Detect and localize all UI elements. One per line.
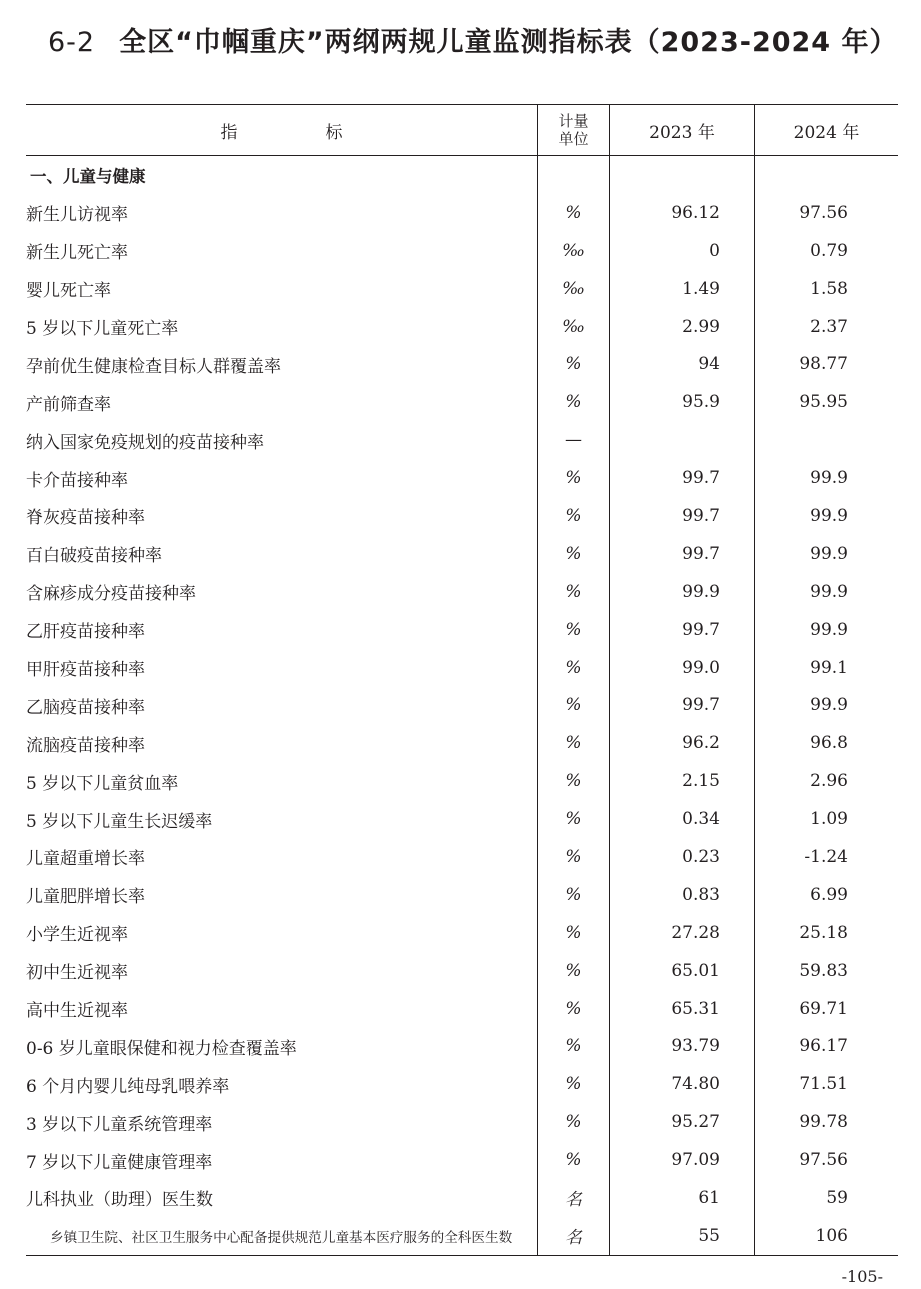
value-2024-text: 96.17 (799, 1036, 848, 1057)
table-row (26, 952, 898, 990)
value-2023-text: 97.09 (671, 1150, 720, 1171)
value-2024-text: 99.9 (810, 619, 848, 640)
header-unit (538, 105, 610, 156)
value-2023-text: 99.0 (682, 657, 720, 678)
value-2023 (610, 421, 755, 459)
value-2024-text: 96.8 (810, 733, 848, 754)
indicator-label: 7 岁以下儿童健康管理率 (26, 1152, 213, 1173)
value-2024 (755, 459, 899, 497)
value-2024 (755, 800, 899, 838)
value-2023-text: 0.83 (682, 884, 720, 905)
indicator-label: 儿童肥胖增长率 (26, 887, 145, 908)
value-2023-text: 99.7 (682, 505, 720, 526)
table-row (26, 876, 898, 914)
value-2023-text: 99.7 (682, 695, 720, 716)
value-2024 (755, 194, 899, 232)
table-row (26, 194, 898, 232)
value-2023-text: 99.7 (682, 468, 720, 489)
value-2024 (755, 1179, 899, 1217)
unit-cell: % (538, 611, 610, 649)
table-row (26, 345, 898, 383)
header-unit-line2: 单位 (558, 130, 589, 148)
value-2024 (755, 345, 899, 383)
table-row (26, 649, 898, 687)
value-2024-text: 99.9 (810, 468, 848, 489)
value-2024 (755, 497, 899, 535)
value-2024-text: 99.9 (810, 505, 848, 526)
value-2024-text: 59.83 (799, 960, 848, 981)
unit-cell: ‰ (538, 270, 610, 308)
value-2023-text: 99.9 (682, 581, 720, 602)
value-2023-text: 27.28 (671, 922, 720, 943)
value-2024-text: 95.95 (799, 392, 848, 413)
value-2023 (610, 1065, 755, 1103)
value-2024-text: 99.9 (810, 581, 848, 602)
unit-cell: ‰ (538, 232, 610, 270)
unit-cell: % (538, 1141, 610, 1179)
unit-cell: % (538, 952, 610, 990)
table-row (26, 1141, 898, 1179)
value-2023 (610, 990, 755, 1028)
value-2023-text: 95.27 (671, 1112, 720, 1133)
value-2023-text: 96.12 (671, 202, 720, 223)
table-row (26, 686, 898, 724)
header-2023: 2023 年 (610, 105, 755, 156)
section-title: 一、儿童与健康 (30, 166, 146, 186)
table-row (26, 232, 898, 270)
value-2023-text: 2.15 (682, 771, 720, 792)
value-2024-text: 2.96 (810, 771, 848, 792)
value-2024 (755, 308, 899, 346)
table-row (26, 497, 898, 535)
value-2024-text: 99.9 (810, 695, 848, 716)
value-2024 (755, 914, 899, 952)
indicator-label: 脊灰疫苗接种率 (26, 508, 145, 529)
value-2023-text: 1.49 (682, 278, 720, 299)
value-2024 (755, 1103, 899, 1141)
value-2024 (755, 762, 899, 800)
value-2024-text: 97.56 (799, 202, 848, 223)
value-2024 (755, 1217, 899, 1255)
table-row (26, 762, 898, 800)
indicator-label: 孕前优生健康检查目标人群覆盖率 (26, 356, 281, 377)
value-2023-text: 65.01 (671, 960, 720, 981)
value-2023 (610, 497, 755, 535)
indicator-label: 流脑疫苗接种率 (26, 735, 145, 756)
table-title: 全区“巾帼重庆”两纲两规儿童监测指标表（2023-2024 年） (119, 27, 898, 58)
value-2023 (610, 914, 755, 952)
table-row (26, 383, 898, 421)
table-row (26, 270, 898, 308)
page-title (48, 20, 898, 59)
value-2023 (610, 800, 755, 838)
value-2023 (610, 459, 755, 497)
value-2024 (755, 535, 899, 573)
table-row (26, 800, 898, 838)
value-2024-text: 0.79 (810, 240, 848, 261)
section-row (26, 156, 898, 194)
indicator-label: 初中生近视率 (26, 963, 128, 984)
unit-cell: % (538, 497, 610, 535)
value-2023-text: 99.7 (682, 619, 720, 640)
value-2023 (610, 573, 755, 611)
unit-cell: % (538, 535, 610, 573)
unit-cell: % (538, 459, 610, 497)
indicator-label: 婴儿死亡率 (26, 281, 111, 302)
value-2023 (610, 308, 755, 346)
indicator-label: 乙肝疫苗接种率 (26, 622, 145, 643)
value-2024 (755, 611, 899, 649)
header-indicator (26, 105, 538, 156)
value-2024 (755, 838, 899, 876)
unit-cell: % (538, 914, 610, 952)
value-2024 (755, 232, 899, 270)
indicator-label: 6 个月内婴儿纯母乳喂养率 (26, 1076, 230, 1097)
header-indicator-char-1: 指 (220, 122, 238, 143)
value-2023 (610, 194, 755, 232)
table-row (26, 459, 898, 497)
table-row (26, 914, 898, 952)
indicator-label: 小学生近视率 (26, 925, 128, 946)
indicator-label: 5 岁以下儿童生长迟缓率 (26, 811, 213, 832)
indicator-label: 0-6 岁儿童眼保健和视力检查覆盖率 (26, 1038, 297, 1059)
table-row (26, 1065, 898, 1103)
indicator-label: 儿童超重增长率 (26, 849, 145, 870)
indicator-label: 新生儿死亡率 (26, 243, 128, 264)
value-2024-text: 106 (815, 1225, 848, 1246)
unit-cell: % (538, 686, 610, 724)
value-2023 (610, 232, 755, 270)
table-row (26, 1027, 898, 1065)
unit-cell: % (538, 800, 610, 838)
value-2023 (610, 838, 755, 876)
value-2024 (755, 383, 899, 421)
value-2024-text: 59 (826, 1187, 848, 1208)
table-row (26, 573, 898, 611)
value-2023-text: 74.80 (671, 1074, 720, 1095)
value-2024-text: 99.78 (799, 1112, 848, 1133)
value-2024-text: 25.18 (799, 922, 848, 943)
value-2024-text: 99.9 (810, 543, 848, 564)
value-2024 (755, 1065, 899, 1103)
indicator-label: 纳入国家免疫规划的疫苗接种率 (26, 432, 264, 453)
value-2023 (610, 876, 755, 914)
value-2024 (755, 649, 899, 687)
table-row (26, 308, 898, 346)
indicator-label: 5 岁以下儿童贫血率 (26, 773, 179, 794)
value-2023-text: 55 (698, 1225, 720, 1246)
value-2023-text: 0.34 (682, 809, 720, 830)
table-row (26, 1217, 898, 1255)
unit-cell: % (538, 1027, 610, 1065)
indicator-label: 百白破疫苗接种率 (26, 546, 162, 567)
value-2023-text: 95.9 (682, 392, 720, 413)
indicator-label: 甲肝疫苗接种率 (26, 660, 145, 681)
value-2023 (610, 686, 755, 724)
value-2023 (610, 383, 755, 421)
value-2023-text: 61 (698, 1187, 720, 1208)
value-2024 (755, 573, 899, 611)
value-2024 (755, 1141, 899, 1179)
value-2023 (610, 1103, 755, 1141)
value-2023 (610, 1141, 755, 1179)
value-2024-text: 1.58 (810, 278, 848, 299)
value-2024-text: 71.51 (799, 1074, 848, 1095)
table-row (26, 1179, 898, 1217)
header-2024: 2024 年 (755, 105, 899, 156)
value-2023-text: 0 (709, 240, 720, 261)
value-2023 (610, 762, 755, 800)
value-2024-text: -1.24 (804, 846, 848, 867)
value-2023 (610, 535, 755, 573)
value-2024-text: 99.1 (810, 657, 848, 678)
unit-cell: % (538, 876, 610, 914)
table-row (26, 1103, 898, 1141)
value-2024-text: 1.09 (810, 809, 848, 830)
table-row (26, 535, 898, 573)
value-2024 (755, 421, 899, 459)
unit-cell: % (538, 724, 610, 762)
unit-cell: 名 (538, 1179, 610, 1217)
value-2023 (610, 724, 755, 762)
indicator-label: 产前筛查率 (26, 394, 111, 415)
value-2023 (610, 1027, 755, 1065)
table-row (26, 724, 898, 762)
indicator-label: 新生儿访视率 (26, 205, 128, 226)
table-row (26, 838, 898, 876)
unit-cell: % (538, 1103, 610, 1141)
value-2023 (610, 1179, 755, 1217)
value-2024 (755, 876, 899, 914)
value-2023-text: 0.23 (682, 846, 720, 867)
indicator-label: 5 岁以下儿童死亡率 (26, 319, 179, 339)
value-2023 (610, 649, 755, 687)
unit-cell: % (538, 383, 610, 421)
unit-cell: % (538, 345, 610, 383)
unit-cell: % (538, 762, 610, 800)
unit-cell: — (538, 421, 610, 459)
value-2024-text: 98.77 (799, 354, 848, 375)
unit-cell: % (538, 1065, 610, 1103)
header-indicator-char-2: 标 (325, 122, 343, 143)
page-number: -105- (841, 1267, 883, 1286)
value-2023 (610, 345, 755, 383)
value-2023-text: 96.2 (682, 733, 720, 754)
value-2023 (610, 611, 755, 649)
value-2024-text: 97.56 (799, 1150, 848, 1171)
unit-cell: % (538, 194, 610, 232)
table-row (26, 611, 898, 649)
unit-cell: ‰ (538, 308, 610, 346)
unit-cell: % (538, 649, 610, 687)
value-2023 (610, 270, 755, 308)
unit-cell: % (538, 990, 610, 1028)
value-2023-text: 94 (698, 354, 720, 375)
value-2024 (755, 270, 899, 308)
indicator-label: 乡镇卫生院、社区卫生服务中心配备提供规范儿童基本医疗服务的全科医生数 (26, 1217, 538, 1255)
value-2024-text: 6.99 (810, 884, 848, 905)
value-2024 (755, 1027, 899, 1065)
indicator-label: 高中生近视率 (26, 1001, 128, 1022)
unit-cell: 名 (538, 1217, 610, 1255)
table-header-row (26, 105, 898, 156)
value-2023-text: 2.99 (682, 316, 720, 337)
value-2023-text: 93.79 (671, 1036, 720, 1057)
value-2024-text: 2.37 (810, 316, 848, 337)
table-number: 6-2 (48, 27, 96, 58)
unit-cell: % (538, 838, 610, 876)
value-2023 (610, 1217, 755, 1255)
header-unit-line1: 计量 (558, 112, 589, 130)
value-2024 (755, 724, 899, 762)
table-row (26, 421, 898, 459)
indicator-label: 含麻疹成分疫苗接种率 (26, 584, 196, 605)
table-row (26, 990, 898, 1028)
value-2024 (755, 990, 899, 1028)
value-2023-text: 65.31 (671, 998, 720, 1019)
value-2024 (755, 686, 899, 724)
indicator-label: 卡介苗接种率 (26, 470, 128, 491)
indicator-label: 儿科执业（助理）医生数 (26, 1190, 213, 1211)
indicator-table (26, 104, 898, 1256)
value-2023-text: 99.7 (682, 543, 720, 564)
indicator-label: 乙脑疫苗接种率 (26, 697, 145, 718)
value-2024-text: 69.71 (799, 998, 848, 1019)
value-2024 (755, 952, 899, 990)
value-2023 (610, 952, 755, 990)
unit-cell: % (538, 573, 610, 611)
indicator-label: 3 岁以下儿童系统管理率 (26, 1114, 213, 1135)
